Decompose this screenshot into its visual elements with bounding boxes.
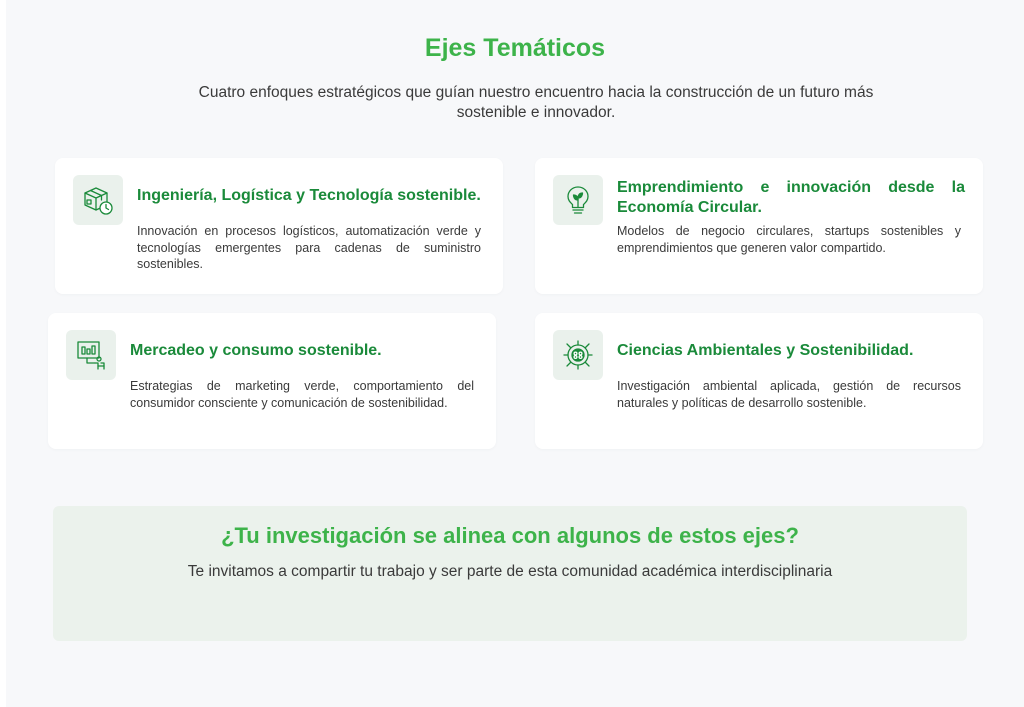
card-ingenieria-logistica <box>55 158 503 294</box>
logistics-box-icon <box>73 175 123 225</box>
section-subtitle: Cuatro enfoques estratégicos que guían nuestro encuentro hacia la construcción de un futuro más sostenible e innovador. <box>198 84 874 121</box>
card-title: Ingeniería, Logística y Tecnología sostenible. <box>137 187 481 204</box>
cta-text: Te invitamos a compartir tu trabajo y ser parte de esta comunidad académica interdisciplinaria <box>187 563 833 580</box>
call-to-action <box>53 506 967 641</box>
environment-cycle-icon <box>553 330 603 380</box>
page <box>6 0 1024 707</box>
card-description: Estrategias de marketing verde, comportamiento del consumidor consciente y comunicación de sostenibilidad. <box>130 379 474 410</box>
card-description: Modelos de negocio circulares, startups sostenibles y emprendimientos que generen valor compartido. <box>617 224 961 255</box>
card-title: Emprendimiento e innovación desde la Economía Circular. <box>617 179 965 216</box>
card-emprendimiento <box>535 158 983 294</box>
card-description: Innovación en procesos logísticos, automatización verde y tecnologías emergentes para cadenas de suministro sostenibles. <box>137 224 481 271</box>
card-title: Ciencias Ambientales y Sostenibilidad. <box>617 342 914 359</box>
cta-title: ¿Tu investigación se alinea con algunos de estos ejes? <box>221 523 799 548</box>
section-title: Ejes Temáticos <box>424 34 606 62</box>
lightbulb-leaf-icon <box>553 175 603 225</box>
card-description: Investigación ambiental aplicada, gestión de recursos naturales y políticas de desarrollo sostenible. <box>617 379 961 410</box>
card-ciencias-ambientales <box>535 313 983 449</box>
marketing-chart-icon <box>66 330 116 380</box>
card-title: Mercadeo y consumo sostenible. <box>130 342 382 359</box>
card-mercadeo <box>48 313 496 449</box>
